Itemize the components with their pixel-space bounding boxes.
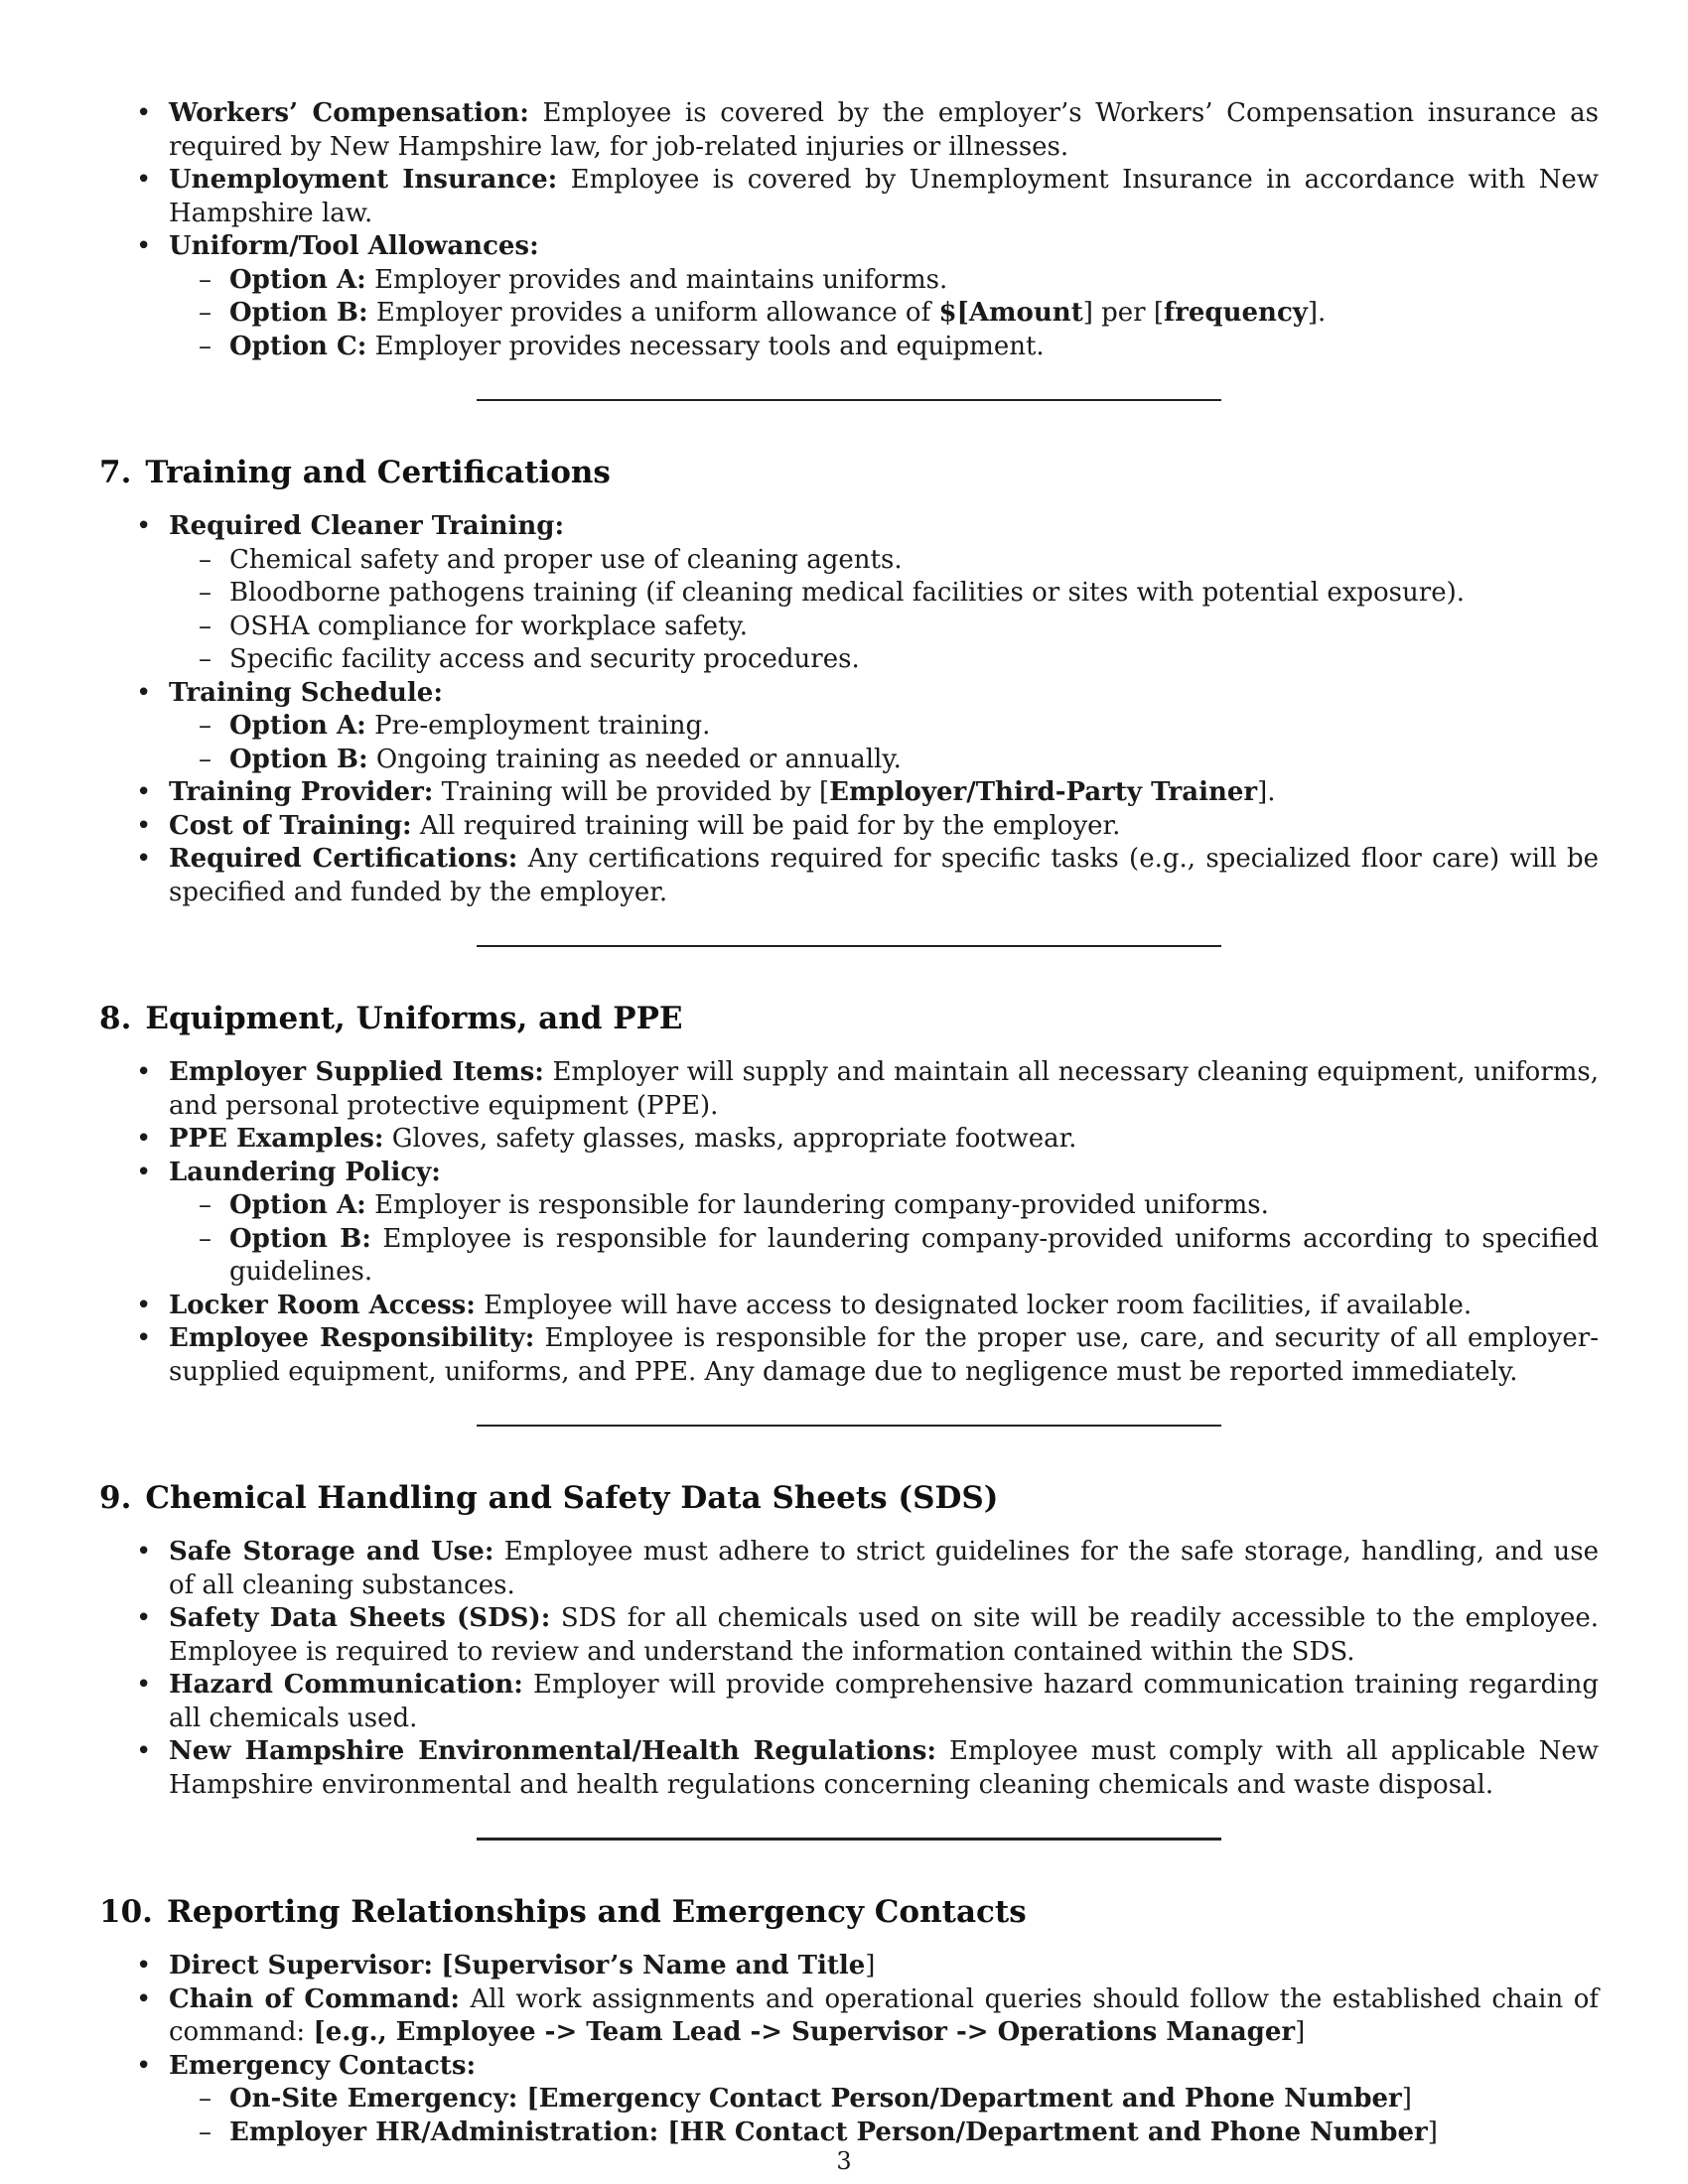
- list-item: [99, 97, 1599, 164]
- sub-list-item: – Chemical safety and proper use of cleaning agents.: [169, 544, 1599, 578]
- option-text: Employer provides and maintains uniforms.: [374, 264, 948, 295]
- option-text: Ongoing training as needed or annually.: [375, 744, 902, 774]
- option-text-end: ].: [1307, 298, 1327, 328]
- item-label: Employer Supplied Items:: [169, 1057, 544, 1087]
- item-text-end: ]: [1295, 2017, 1306, 2047]
- option-label: Option A:: [229, 264, 366, 295]
- list-item: [99, 1950, 1599, 1983]
- sub-list-item: [169, 2083, 1599, 2116]
- list-item: [99, 1157, 1599, 1290]
- list-item: [99, 510, 1599, 677]
- sub-list-item: [169, 710, 1599, 744]
- section-divider: [477, 945, 1221, 947]
- list-item: [99, 1056, 1599, 1123]
- section-title: Equipment, Uniforms, and PPE: [145, 1001, 683, 1036]
- page-number: 3: [836, 2147, 852, 2175]
- option-text: Employer provides necessary tools and equipment.: [374, 331, 1045, 361]
- sub-list-item: – OSHA compliance for workplace safety.: [169, 611, 1599, 644]
- option-text-mid: ] per [: [1082, 298, 1164, 328]
- onsite-contact: On-Site Emergency: [Emergency Contact Person/Department and Phone Number: [229, 2084, 1402, 2114]
- item-text: All required training will be paid for by the employer.: [419, 810, 1121, 841]
- training-list: [99, 510, 1599, 909]
- section-number: 8.: [99, 1001, 132, 1036]
- item-label: Uniform/Tool Allowances:: [169, 231, 539, 261]
- option-text: Pre-employment training.: [374, 711, 711, 741]
- item-label: New Hampshire Environmental/Health Regulations:: [169, 1736, 936, 1766]
- item-text-end: ].: [1257, 777, 1276, 807]
- section-divider: [477, 1425, 1221, 1427]
- item-text: Employee will have access to designated locker room facilities, if available.: [484, 1290, 1473, 1320]
- section-heading: [99, 999, 1599, 1038]
- list-item: [99, 1290, 1599, 1323]
- chain-placeholder: [e.g., Employee -> Team Lead -> Supervisor -> Operations Manager: [313, 2017, 1296, 2047]
- list-item: [99, 1735, 1599, 1802]
- list-item: [99, 1536, 1599, 1602]
- option-text: Employer provides a uniform allowance of: [375, 298, 939, 328]
- list-item: [99, 776, 1599, 810]
- list-item: [99, 810, 1599, 844]
- item-text: Gloves, safety glasses, masks, appropriate footwear.: [391, 1124, 1077, 1154]
- item-text: All work assignments and operational queries should follow the established chain of command:: [169, 1983, 1600, 2047]
- list-item: [99, 1602, 1599, 1669]
- list-item: [99, 1669, 1599, 1735]
- option-label: Option C:: [229, 331, 367, 361]
- item-text-end: ]: [1401, 2084, 1412, 2114]
- provider-placeholder: Employer/Third-Party Trainer: [829, 777, 1258, 807]
- item-text: Employer will provide comprehensive hazard communication training regarding all chemicals used.: [169, 1670, 1599, 1733]
- item-label: Employee Responsibility:: [169, 1323, 535, 1353]
- sub-list: [169, 544, 1599, 677]
- item-label: Chain of Command:: [169, 1983, 460, 2014]
- option-label: Option A:: [229, 711, 366, 741]
- item-label: Emergency Contacts:: [169, 2050, 477, 2081]
- item-text: Employer will supply and maintain all necessary cleaning equipment, uniforms, and personal protective equipment (PPE).: [169, 1057, 1600, 1121]
- chemical-list: [99, 1536, 1599, 1802]
- document-page: [99, 97, 1599, 2149]
- reporting-list: [99, 1950, 1599, 2149]
- supervisor-placeholder: [Supervisor’s Name and Title: [441, 1951, 866, 1980]
- item-text-end: ]: [1427, 2116, 1438, 2147]
- sub-list-item: [169, 1189, 1599, 1223]
- equipment-list: [99, 1056, 1599, 1389]
- amount-placeholder: $[Amount: [938, 298, 1083, 328]
- item-text: Any certifications required for specific tasks (e.g., specialized floor care) will be specified and funded by the employer.: [169, 844, 1600, 907]
- list-item: [99, 843, 1599, 909]
- item-label: Training Schedule:: [169, 677, 443, 708]
- sub-list: [169, 1189, 1599, 1290]
- item-text: Employee is covered by Unemployment Insurance in accordance with New Hampshire law.: [169, 165, 1599, 228]
- option-text: Employee is responsible for laundering company-provided uniforms according to specified guidelines.: [229, 1223, 1599, 1287]
- sub-list: [169, 2083, 1599, 2149]
- sub-list: [169, 710, 1599, 776]
- item-label: PPE Examples:: [169, 1124, 384, 1154]
- frequency-placeholder: frequency: [1164, 298, 1308, 328]
- list-item: [99, 2050, 1599, 2150]
- item-label: Unemployment Insurance:: [169, 165, 558, 195]
- section-heading: [99, 453, 1599, 492]
- item-label: Workers’ Compensation:: [169, 98, 529, 128]
- item-label: Cost of Training:: [169, 810, 412, 841]
- item-text-end: ]: [865, 1951, 876, 1980]
- item-text: SDS for all chemicals used on site will be readily accessible to the employee. Employee is required to review and understand the information contained within the SDS.: [169, 1603, 1600, 1667]
- item-label: Required Cleaner Training:: [169, 511, 565, 541]
- section-number: 9.: [99, 1480, 132, 1516]
- section-divider: [477, 399, 1221, 401]
- hr-contact: Employer HR/Administration: [HR Contact Person/Department and Phone Number: [229, 2116, 1428, 2147]
- benefits-list: [99, 97, 1599, 363]
- sub-list-item: – Specific facility access and security procedures.: [169, 643, 1599, 677]
- sub-list-item: – Bloodborne pathogens training (if cleaning medical facilities or sites with potential exposure).: [169, 577, 1599, 611]
- section-title: Reporting Relationships and Emergency Contacts: [166, 1894, 1027, 1930]
- item-text: Employee must comply with all applicable New Hampshire environmental and health regulations concerning cleaning chemicals and waste disposal.: [169, 1736, 1599, 1800]
- sub-list: [169, 264, 1599, 364]
- list-item: [99, 1983, 1599, 2050]
- list-item: [99, 1322, 1599, 1389]
- section-title: Training and Certifications: [145, 455, 611, 490]
- option-label: Option B:: [229, 744, 368, 774]
- sub-list-item: [169, 1223, 1599, 1290]
- item-label: Direct Supervisor:: [169, 1951, 433, 1980]
- option-label: Option B:: [229, 1223, 371, 1254]
- sub-list-item: [169, 297, 1599, 331]
- section-number: 7.: [99, 455, 132, 490]
- option-label: Option B:: [229, 298, 368, 328]
- item-label: Hazard Communication:: [169, 1670, 523, 1700]
- section-title: Chemical Handling and Safety Data Sheets (SDS): [145, 1480, 999, 1516]
- list-item: [99, 677, 1599, 777]
- sub-list-item: [169, 2116, 1599, 2150]
- item-label: Laundering Policy:: [169, 1157, 441, 1187]
- item-label: Safe Storage and Use:: [169, 1537, 494, 1567]
- list-item: [99, 230, 1599, 363]
- sub-list-item: [169, 264, 1599, 298]
- item-label: Required Certifications:: [169, 844, 518, 874]
- section-divider: [477, 1838, 1221, 1841]
- item-text: Training will be provided by [: [441, 777, 830, 807]
- sub-list-item: [169, 744, 1599, 777]
- section-heading: [99, 1478, 1599, 1518]
- section-heading: [99, 1892, 1599, 1932]
- item-label: Safety Data Sheets (SDS):: [169, 1603, 551, 1633]
- section-number: 10.: [99, 1894, 153, 1930]
- list-item: [99, 164, 1599, 230]
- option-label: Option A:: [229, 1190, 366, 1220]
- item-text: Employee is responsible for the proper use, care, and security of all employer-supplied equipment, uniforms, and PPE. Any damage due to negligence must be reported immediately.: [169, 1323, 1599, 1387]
- item-text: Employee is covered by the employer’s Workers’ Compensation insurance as required by New Hampshire law, for job-related injuries or illnesses.: [169, 98, 1600, 162]
- sub-list-item: [169, 331, 1599, 364]
- item-text: Employee must adhere to strict guidelines for the safe storage, handling, and use of all cleaning substances.: [169, 1537, 1600, 1600]
- item-label: Locker Room Access:: [169, 1290, 476, 1320]
- item-label: Training Provider:: [169, 777, 434, 807]
- option-text: Employer is responsible for laundering company-provided uniforms.: [374, 1190, 1269, 1220]
- list-item: [99, 1123, 1599, 1157]
